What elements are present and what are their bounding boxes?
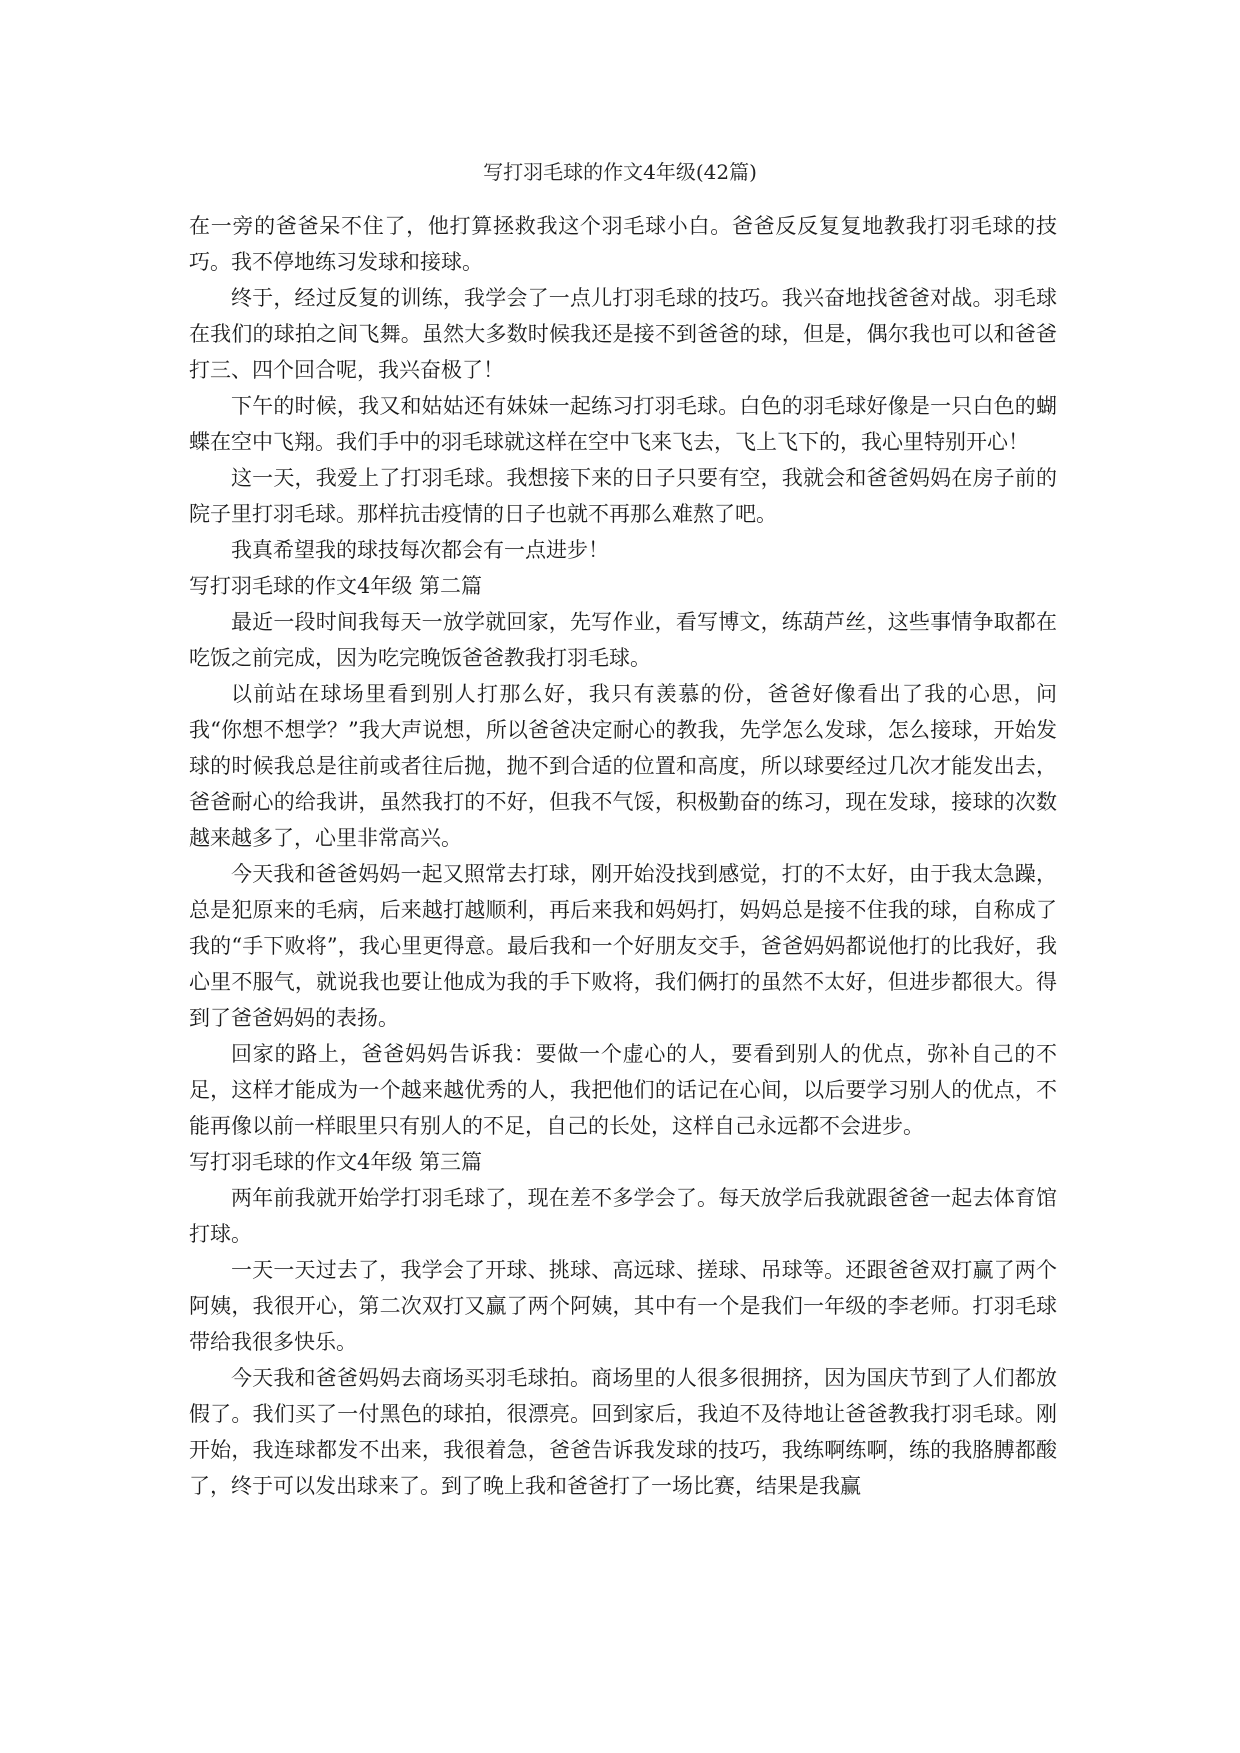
page-title: 写打羽毛球的作文4年级(42篇) bbox=[483, 160, 757, 184]
paragraph: 下午的时候，我又和姑姑还有妹妹一起练习打羽毛球。白色的羽毛球好像是一只白色的蝴蝶在空中飞翔。我们手中的羽毛球就这样在空中飞来飞去，飞上飞下的，我心里特别开心！ bbox=[189, 394, 1057, 454]
paragraph: 我真希望我的球技每次都会有一点进步！ bbox=[231, 538, 609, 562]
paragraph: 今天我和爸爸妈妈一起又照常去打球，刚开始没找到感觉，打的不太好，由于我太急躁，总是犯原来的毛病，后来越打越顺利，再后来我和妈妈打，妈妈总是接不住我的球，自称成了我的“手下败将”，我心里更得意。最后我和一个好朋友交手，爸爸妈妈都说他打的比我好，我心里不服气，就说我也要让他成为我的手下败将，我们俩打的虽然不太好，但进步都很大。得到了爸爸妈妈的表扬。 bbox=[189, 862, 1057, 1030]
paragraph: 两年前我就开始学打羽毛球了，现在差不多学会了。每天放学后我就跟爸爸一起去体育馆打球。 bbox=[189, 1186, 1057, 1246]
paragraph: 最近一段时间我每天一放学就回家，先写作业，看写博文，练葫芦丝，这些事情争取都在吃饭之前完成，因为吃完晚饭爸爸教我打羽毛球。 bbox=[189, 610, 1057, 670]
document-body bbox=[189, 208, 1057, 1504]
section-heading: 写打羽毛球的作文4年级 第三篇 bbox=[189, 1150, 483, 1174]
paragraph: 终于，经过反复的训练，我学会了一点儿打羽毛球的技巧。我兴奋地找爸爸对战。羽毛球在我们的球拍之间飞舞。虽然大多数时候我还是接不到爸爸的球，但是，偶尔我也可以和爸爸打三、四个回合呢，我兴奋极了！ bbox=[189, 286, 1057, 382]
paragraph: 回家的路上，爸爸妈妈告诉我：要做一个虚心的人，要看到别人的优点，弥补自己的不足，这样才能成为一个越来越优秀的人，我把他们的话记在心间，以后要学习别人的优点，不能再像以前一样眼里只有别人的不足，自己的长处，这样自己永远都不会进步。 bbox=[189, 1042, 1057, 1138]
paragraph: 这一天，我爱上了打羽毛球。我想接下来的日子只要有空，我就会和爸爸妈妈在房子前的院子里打羽毛球。那样抗击疫情的日子也就不再那么难熬了吧。 bbox=[189, 466, 1057, 526]
section-heading: 写打羽毛球的作文4年级 第二篇 bbox=[189, 574, 483, 598]
paragraph: 在一旁的爸爸呆不住了，他打算拯救我这个羽毛球小白。爸爸反反复复地教我打羽毛球的技巧。我不停地练习发球和接球。 bbox=[189, 214, 1057, 274]
paragraph: 一天一天过去了，我学会了开球、挑球、高远球、搓球、吊球等。还跟爸爸双打赢了两个阿姨，我很开心，第二次双打又赢了两个阿姨，其中有一个是我们一年级的李老师。打羽毛球带给我很多快乐。 bbox=[189, 1258, 1057, 1354]
paragraph: 今天我和爸爸妈妈去商场买羽毛球拍。商场里的人很多很拥挤，因为国庆节到了人们都放假了。我们买了一付黑色的球拍，很漂亮。回到家后，我迫不及待地让爸爸教我打羽毛球。刚开始，我连球都发不出来，我很着急，爸爸告诉我发球的技巧，我练啊练啊，练的我胳膊都酸了，终于可以发出球来了。到了晚上我和爸爸打了一场比赛，结果是我赢 bbox=[189, 1366, 1057, 1498]
paragraph: 以前站在球场里看到别人打那么好，我只有羡慕的份，爸爸好像看出了我的心思，问我“你想不想学？”我大声说想，所以爸爸决定耐心的教我，先学怎么发球，怎么接球，开始发球的时候我总是往前或者往后抛，抛不到合适的位置和高度，所以球要经过几次才能发出去，爸爸耐心的给我讲，虽然我打的不好，但我不气馁，积极勤奋的练习，现在发球，接球的次数越来越多了，心里非常高兴。 bbox=[189, 682, 1057, 850]
